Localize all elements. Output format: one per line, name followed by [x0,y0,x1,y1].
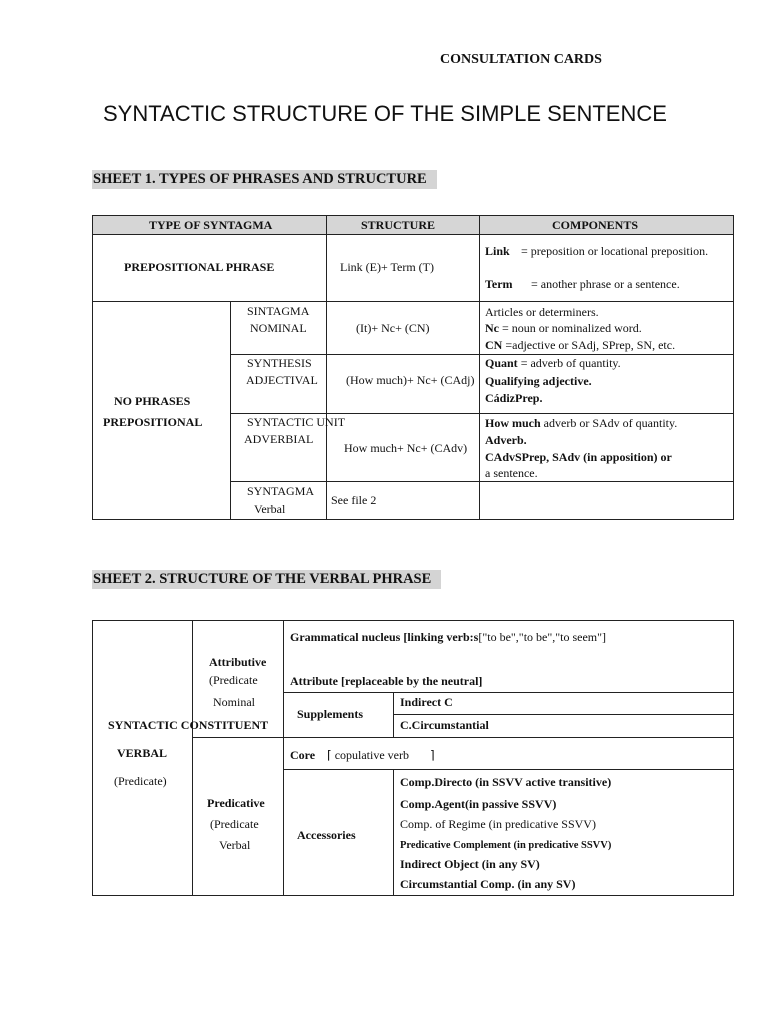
right-bracket-icon: ⌉ [430,748,435,762]
link-value: = preposition or locational preposition. [521,244,709,258]
nominal-structure: (It)+ Nc+ (CN) [356,321,430,335]
adverbial-type-line1: SYNTACTIC UNIT [247,415,346,429]
predicate-label: (Predicate) [114,774,167,788]
nominal-component-3: CN =adjective or SAdj, SPrep, SN, etc. [485,338,676,352]
attribute-text: Attribute [replaceable by the neutral] [290,674,483,688]
term-value: = another phrase or a sentence. [531,277,680,291]
adjectival-component-1: Quant = adverb of quantity. [485,356,621,370]
header-structure: STRUCTURE [361,218,436,232]
prepositional-structure: Link (E)+ Term (T) [340,260,435,274]
adjectival-component-3: CádizPrep. [485,391,543,405]
predicative-label: Predicative [207,796,265,810]
term-key: Term [485,277,513,291]
sheet2-title: SHEET 2. STRUCTURE OF THE VERBAL PHRASE [92,570,441,589]
verbal-structure: See file 2 [331,493,377,507]
verbal-type-line2: Verbal [254,502,286,516]
header-components: COMPONENTS [552,218,639,232]
predicative-sub2: Verbal [219,838,251,852]
adjectival-type-line1: SYNTHESIS [247,356,312,370]
nominal-type-line2: NOMINAL [250,321,307,335]
grammatical-nucleus: Grammatical nucleus [linking verb:s["to be","to be","to seem"] [290,630,607,644]
accessories-label: Accessories [297,828,356,842]
verbal-label: VERBAL [117,746,168,760]
sheet1-title: SHEET 1. TYPES OF PHRASES AND STRUCTURE [92,170,437,189]
nominal-component-2: Nc = noun or nominalized word. [485,321,642,335]
adverbial-type-line2: ADVERBIAL [244,432,314,446]
left-bracket-icon: ⌈ [327,748,332,762]
attributive-sub2: Nominal [213,695,255,709]
adverbial-structure: How much+ Nc+ (CAdv) [344,441,468,455]
adverbial-component-4: a sentence. [485,466,538,480]
accessory-2: Comp.Agent(in passive SSVV) [400,797,557,811]
accessory-6: Circumstantial Comp. (in any SV) [400,877,576,891]
document-header-label: CONSULTATION CARDS [440,52,602,67]
core-text: ⌈ copulative verb ⌉ [327,748,435,762]
supplement-indirect: Indirect C [400,695,453,709]
prepositional-phrase-label: PREPOSITIONAL PHRASE [124,260,275,274]
attributive-label: Attributive [209,655,267,669]
supplement-circumstantial: C.Circumstantial [400,718,489,732]
attributive-sub1: (Predicate [209,673,258,687]
link-key: Link [485,244,510,258]
accessory-3: Comp. of Regime (in predicative SSVV) [400,817,596,831]
no-phrases-label: NO PHRASES [114,394,191,408]
predicative-sub1: (Predicate [210,817,259,831]
adjectival-component-2: Qualifying adjective. [485,374,592,388]
nominal-component-1: Articles or determiners. [485,305,599,319]
core-label: Core [290,748,316,762]
accessory-4: Predicative Complement (in predicative SSVV) [400,840,612,851]
adverbial-component-3: CAdvSPrep, SAdv (in apposition) or [485,450,672,464]
verbal-type-line1: SYNTAGMA [247,484,315,498]
adverbial-component-1: How much adverb or SAdv of quantity. [485,416,678,430]
adjectival-type-line2: ADJECTIVAL [246,373,318,387]
accessory-1: Comp.Directo (in SSVV active transitive) [400,775,612,789]
accessory-5: Indirect Object (in any SV) [400,857,540,871]
adjectival-structure: (How much)+ Nc+ (CAdj) [346,373,475,387]
adverbial-component-2: Adverb. [485,433,527,447]
nominal-type-line1: SINTAGMA [247,304,310,318]
prepositional-label: PREPOSITIONAL [103,415,203,429]
syntactic-constituent-label: SYNTACTIC CONSTITUENT [108,718,269,732]
supplements-label: Supplements [297,707,364,721]
header-type-of-syntagma: TYPE OF SYNTAGMA [149,218,273,232]
page-title: SYNTACTIC STRUCTURE OF THE SIMPLE SENTENCE [103,101,667,126]
